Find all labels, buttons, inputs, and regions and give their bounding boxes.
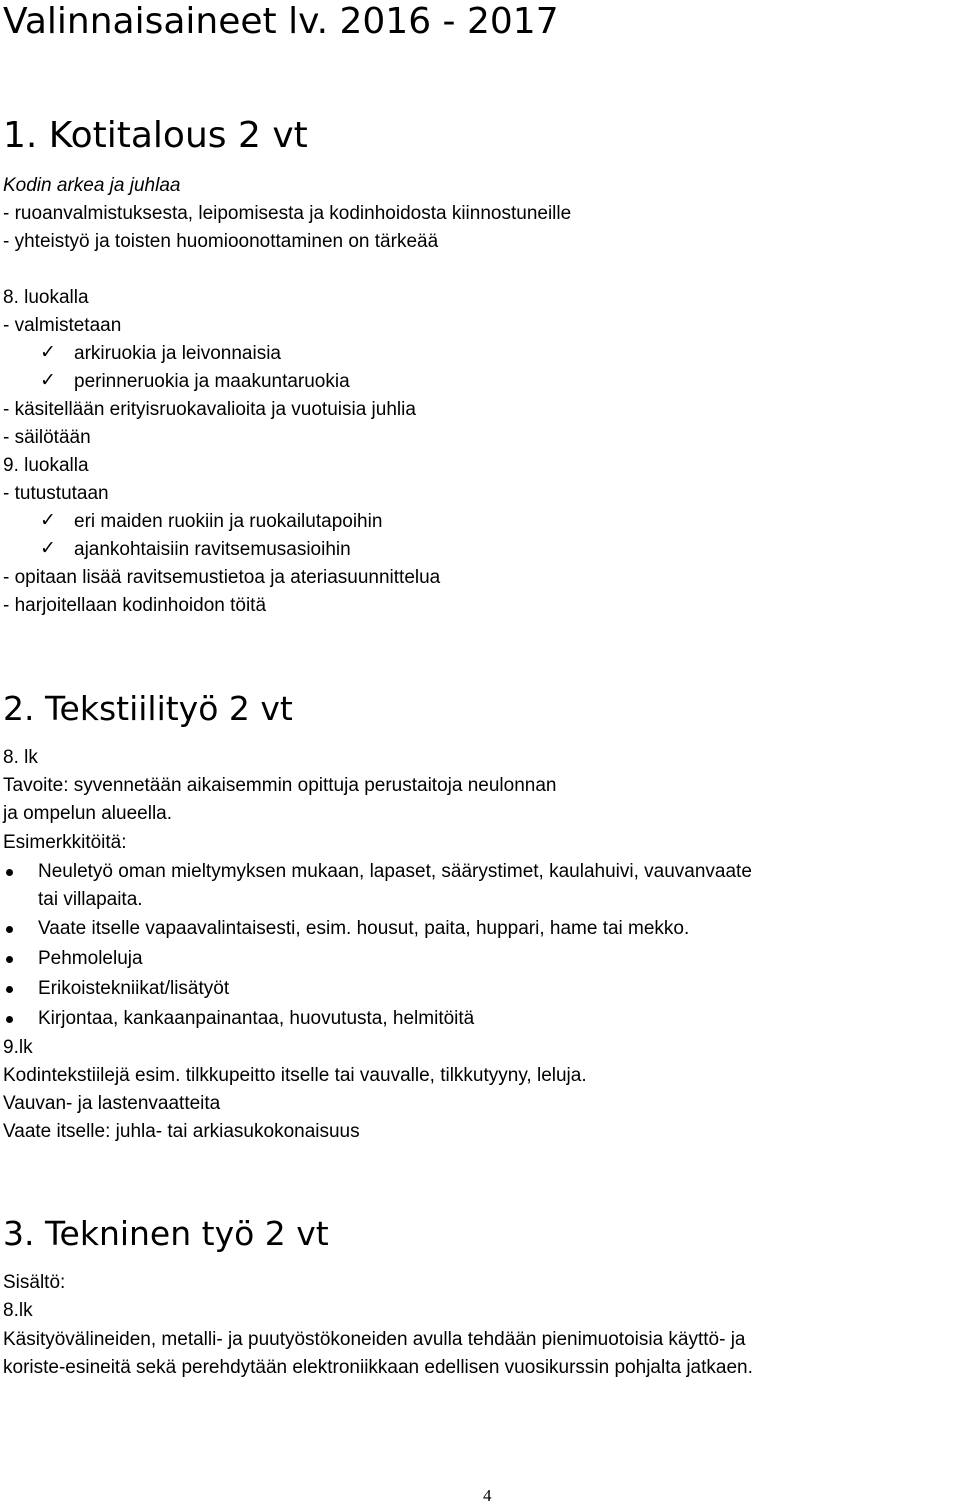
tekstiilityo-esimerkit-label: Esimerkkitöitä: — [3, 832, 127, 853]
section-heading-tekninen: 3. Tekninen työ 2 vt — [3, 1214, 329, 1253]
tekninen-content-line: Käsityövälineiden, metalli- ja puutyöstökoneiden avulla tehdään pienimuotoisia käyttö- ja — [3, 1329, 746, 1350]
bullet-icon — [6, 1016, 13, 1023]
kotitalous-8lk-line: - käsitellään erityisruokavalioita ja vuotuisia juhlia — [3, 399, 416, 420]
document-title: Valinnaisaineet lv. 2016 - 2017 — [3, 1, 559, 42]
kotitalous-intro-line: - ruoanvalmistuksesta, leipomisesta ja kodinhoidosta kiinnostuneille — [3, 203, 572, 224]
page-number: 4 — [483, 1486, 492, 1505]
tekstiilityo-bullet-item: Erikoistekniikat/lisätyöt — [38, 978, 230, 999]
bullet-icon — [6, 926, 13, 933]
kotitalous-8lk-line: - säilötään — [3, 427, 91, 448]
kotitalous-9lk-label: 9. luokalla — [3, 455, 89, 476]
tekstiilityo-bullet-item: Vaate itselle vapaavalintaisesti, esim. housut, paita, huppari, hame tai mekko. — [38, 918, 690, 939]
kotitalous-9lk-line: - opitaan lisää ravitsemustietoa ja ateriasuunnittelua — [3, 567, 441, 588]
kotitalous-subtitle: Kodin arkea ja juhlaa — [3, 175, 181, 196]
kotitalous-8lk-label: 8. luokalla — [3, 287, 89, 308]
kotitalous-8lk-check-item: perinneruokia ja maakuntaruokia — [74, 371, 350, 392]
tekstiilityo-tavoite: Tavoite: syvennetään aikaisemmin opittuja perustaitoja neulonnan — [3, 775, 557, 796]
section-heading-tekstiilityo: 2. Tekstiilityö 2 vt — [3, 689, 293, 728]
tekstiilityo-bullet-item: Pehmoleluja — [38, 948, 143, 969]
tekstiilityo-bullet-item-continuation: tai villapaita. — [38, 889, 143, 910]
tekninen-sisalto-label: Sisältö: — [3, 1272, 66, 1293]
tekninen-content-line: koriste-esineitä sekä perehdytään elektroniikkaan edellisen vuosikurssin pohjalta jatkaen. — [3, 1357, 753, 1378]
kotitalous-9lk-check-item: ajankohtaisiin ravitsemusasioihin — [74, 539, 351, 560]
tekstiilityo-8lk-label: 8. lk — [3, 747, 38, 768]
tekninen-8lk-label: 8.lk — [3, 1300, 33, 1321]
section-heading-kotitalous: 1. Kotitalous 2 vt — [3, 115, 308, 156]
tekstiilityo-tavoite: ja ompelun alueella. — [3, 803, 173, 824]
checkmark-icon: ✓ — [40, 342, 56, 363]
tekstiilityo-bullet-item: Neuletyö oman mieltymyksen mukaan, lapaset, säärystimet, kaulahuivi, vauvanvaate — [38, 861, 752, 882]
tekstiilityo-9lk-line: Kodintekstiilejä esim. tilkkupeitto itselle tai vauvalle, tilkkutyyny, leluja. — [3, 1065, 587, 1086]
tekstiilityo-bullet-item: Kirjontaa, kankaanpainantaa, huovutusta, helmitöitä — [38, 1008, 475, 1029]
checkmark-icon: ✓ — [40, 370, 56, 391]
bullet-icon — [6, 986, 13, 993]
checkmark-icon: ✓ — [40, 510, 56, 531]
kotitalous-intro-line: - yhteistyö ja toisten huomioonottaminen on tärkeää — [3, 231, 439, 252]
bullet-icon — [6, 869, 13, 876]
checkmark-icon: ✓ — [40, 538, 56, 559]
tekstiilityo-9lk-label: 9.lk — [3, 1037, 33, 1058]
bullet-icon — [6, 956, 13, 963]
kotitalous-8lk-check-item: arkiruokia ja leivonnaisia — [74, 343, 281, 364]
tekstiilityo-9lk-line: Vaate itselle: juhla- tai arkiasukokonaisuus — [3, 1121, 360, 1142]
tekstiilityo-9lk-line: Vauvan- ja lastenvaatteita — [3, 1093, 221, 1114]
kotitalous-9lk-check-item: eri maiden ruokiin ja ruokailutapoihin — [74, 511, 383, 532]
kotitalous-8lk-line: - valmistetaan — [3, 315, 122, 336]
kotitalous-9lk-line: - tutustutaan — [3, 483, 109, 504]
kotitalous-9lk-line: - harjoitellaan kodinhoidon töitä — [3, 595, 267, 616]
